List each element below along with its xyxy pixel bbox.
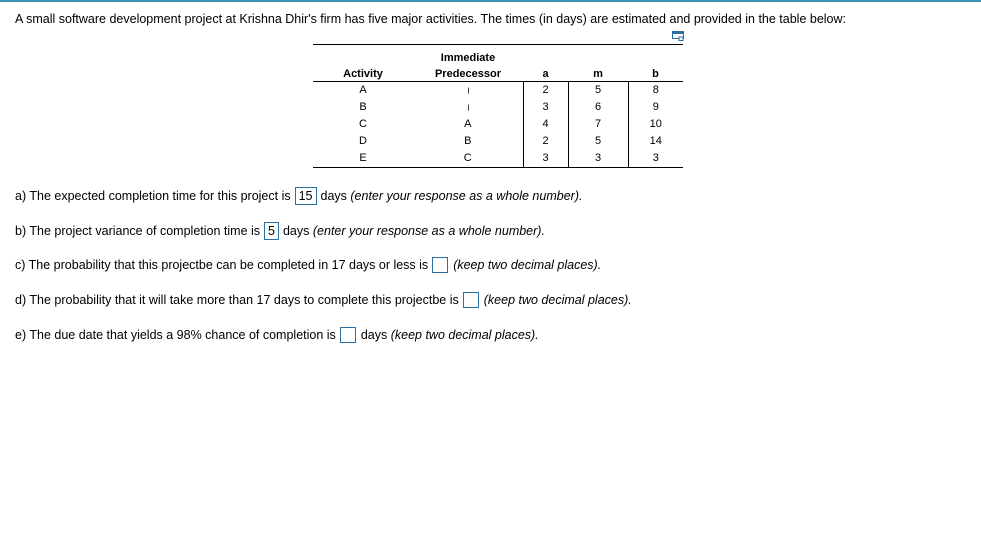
cell-a: 2 bbox=[523, 133, 568, 150]
answer-c-input[interactable] bbox=[432, 257, 448, 273]
cell-b: 8 bbox=[628, 82, 683, 100]
question-c bbox=[15, 257, 601, 273]
question-b bbox=[15, 222, 545, 240]
top-accent-bar bbox=[0, 0, 981, 2]
answer-b-field[interactable]: 5 bbox=[264, 222, 279, 240]
cell-predecessor: – bbox=[462, 87, 475, 94]
table-row bbox=[313, 99, 683, 116]
header-activity: Activity bbox=[313, 65, 413, 82]
table-row bbox=[313, 133, 683, 150]
question-c-instruction: (keep two decimal places). bbox=[453, 258, 602, 272]
cell-b: 3 bbox=[628, 150, 683, 168]
question-e-instruction: (keep two decimal places). bbox=[390, 328, 539, 342]
cell-activity: A bbox=[359, 84, 367, 96]
header-m: m bbox=[568, 65, 628, 82]
question-e-unit: days bbox=[360, 328, 388, 342]
question-a bbox=[15, 187, 582, 205]
copy-to-spreadsheet-icon[interactable] bbox=[672, 31, 684, 41]
cell-b: 10 bbox=[628, 116, 683, 133]
activity-table bbox=[313, 44, 683, 168]
cell-predecessor: A bbox=[464, 118, 472, 130]
answer-e-input[interactable] bbox=[340, 327, 356, 343]
cell-b: 14 bbox=[628, 133, 683, 150]
question-d bbox=[15, 292, 632, 308]
header-predecessor-line1: Immediate bbox=[413, 45, 523, 66]
cell-activity: E bbox=[313, 150, 413, 168]
question-a-unit: days bbox=[320, 189, 347, 203]
question-e-text: e) The due date that yields a 98% chance of completion is bbox=[15, 328, 336, 342]
question-d-instruction: (keep two decimal places). bbox=[483, 293, 632, 307]
question-c-text: c) The probability that this projectbe can be completed in 17 days or less is bbox=[15, 258, 429, 272]
cell-a: 2 bbox=[523, 82, 568, 100]
cell-activity: D bbox=[359, 135, 367, 147]
header-predecessor-line2: Predecessor bbox=[413, 65, 523, 82]
answer-d-input[interactable] bbox=[463, 292, 479, 308]
cell-activity: C bbox=[359, 118, 367, 130]
question-a-instruction: (enter your response as a whole number). bbox=[350, 189, 583, 203]
cell-a: 3 bbox=[523, 150, 568, 168]
question-a-text: a) The expected completion time for this project is bbox=[15, 189, 291, 203]
cell-activity: B bbox=[359, 101, 367, 113]
question-d-text: d) The probability that it will take more than 17 days to complete this projectbe is bbox=[15, 293, 459, 307]
cell-m: 7 bbox=[568, 116, 628, 133]
cell-predecessor: B bbox=[464, 135, 472, 147]
cell-m: 5 bbox=[568, 133, 628, 150]
answer-a-field[interactable]: 15 bbox=[295, 187, 317, 205]
question-b-text: b) The project variance of completion time is bbox=[15, 224, 261, 238]
table-row bbox=[313, 116, 683, 133]
question-b-unit: days bbox=[282, 224, 310, 238]
problem-intro: A small software development project at Krishna Dhir's firm has five major activities. The times (in days) are estimated and provided in the table below: bbox=[15, 12, 846, 26]
table-row bbox=[313, 150, 683, 168]
table-row bbox=[313, 82, 683, 100]
cell-m: 5 bbox=[568, 82, 628, 100]
header-b: b bbox=[628, 65, 683, 82]
cell-a: 3 bbox=[523, 99, 568, 116]
cell-m: 3 bbox=[568, 150, 628, 168]
cell-a: 4 bbox=[523, 116, 568, 133]
header-a: a bbox=[523, 65, 568, 82]
cell-m: 6 bbox=[568, 99, 628, 116]
cell-predecessor: C bbox=[413, 150, 523, 168]
question-e bbox=[15, 327, 539, 343]
cell-b: 9 bbox=[628, 99, 683, 116]
question-b-instruction: (enter your response as a whole number). bbox=[312, 224, 545, 238]
cell-predecessor: – bbox=[462, 104, 475, 111]
